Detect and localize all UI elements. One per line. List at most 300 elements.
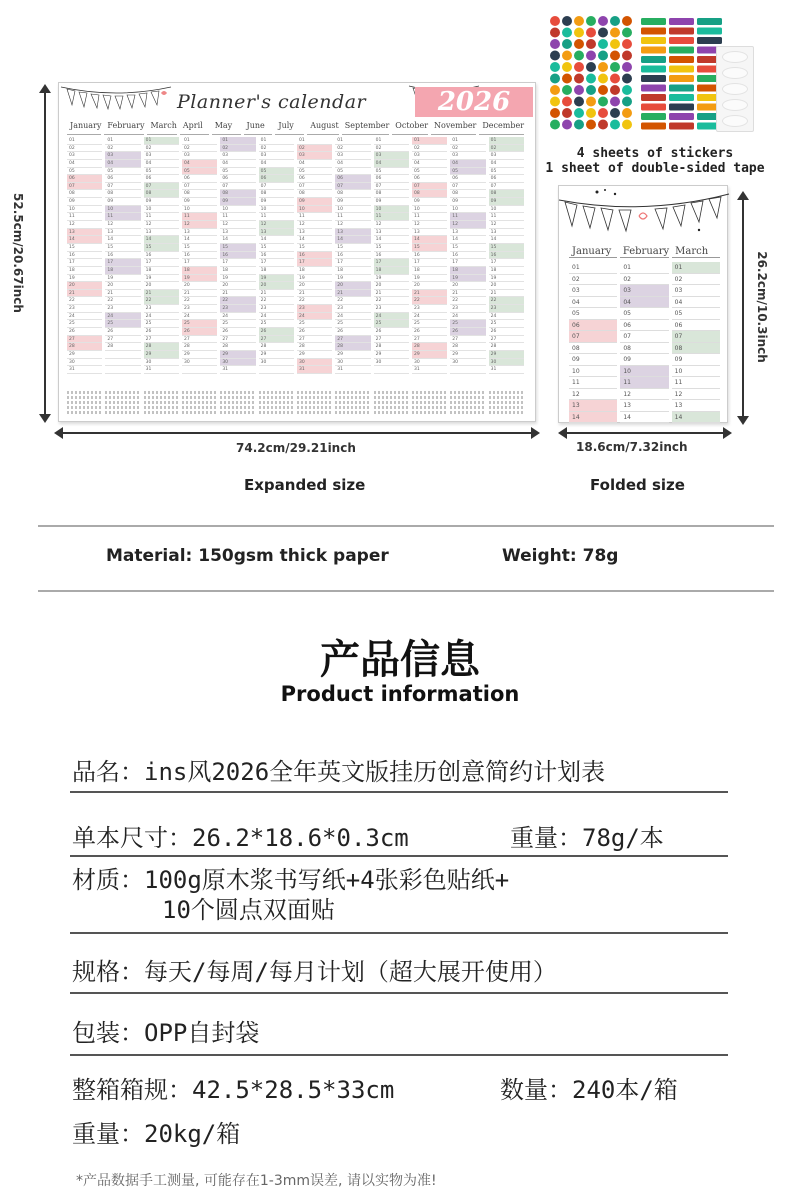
day-cell: 09 <box>67 198 102 206</box>
day-cell: 11 <box>489 213 524 221</box>
mini-calendar-row <box>489 391 524 394</box>
day-cell: 04 <box>182 160 217 168</box>
tape-dot <box>722 83 748 95</box>
day-cell: 25 <box>105 320 140 328</box>
day-cell: 07 <box>335 183 370 191</box>
label-sticker <box>641 47 666 54</box>
day-cell: 08 <box>672 343 720 355</box>
product-name: 品名：ins风2026全年英文版挂历创意简约计划表 <box>72 758 606 786</box>
day-cell: 12 <box>259 221 294 229</box>
material-label: Material: 150gsm thick paper <box>106 546 389 566</box>
day-cell: 23 <box>297 305 332 313</box>
day-cell: 17 <box>335 259 370 267</box>
month-column <box>672 262 720 423</box>
round-sticker <box>598 74 608 84</box>
day-cell: 10 <box>259 206 294 214</box>
day-cell: 29 <box>182 351 217 359</box>
product-material-line1: 材质：100g原木浆书写纸+4张彩色贴纸+ <box>72 866 510 894</box>
day-cell: 16 <box>297 252 332 260</box>
day-cell: 05 <box>105 168 140 176</box>
width-label-expanded: 74.2cm/29.21inch <box>236 441 356 455</box>
day-cell: 16 <box>450 252 485 260</box>
day-cell: 13 <box>105 229 140 237</box>
round-sticker <box>586 28 596 38</box>
month-header: January <box>569 246 617 258</box>
day-cell: 28 <box>374 343 409 351</box>
round-sticker <box>610 28 620 38</box>
round-sticker <box>574 28 584 38</box>
day-cell: 02 <box>569 274 617 286</box>
day-cell: 04 <box>489 160 524 168</box>
month-column <box>182 137 217 387</box>
day-cell: 21 <box>297 290 332 298</box>
day-cell: 26 <box>144 328 179 336</box>
day-cell: 15 <box>259 244 294 252</box>
mini-month-calendar <box>182 389 217 417</box>
day-cell: 14 <box>220 236 255 244</box>
day-cell: 29 <box>67 351 102 359</box>
day-cell: 25 <box>374 320 409 328</box>
day-cell: 25 <box>489 320 524 328</box>
month-column <box>569 262 617 423</box>
day-cell: 23 <box>182 305 217 313</box>
day-cell: 06 <box>672 320 720 332</box>
day-cell: 14 <box>374 236 409 244</box>
day-cell: 20 <box>335 282 370 290</box>
day-cell: 15 <box>144 244 179 252</box>
day-cell: 01 <box>450 137 485 145</box>
day-cell: 15 <box>412 244 447 252</box>
month-header: February <box>104 121 144 135</box>
day-cell: 10 <box>569 366 617 378</box>
product-packaging: 包装：OPP自封袋 <box>72 1019 260 1047</box>
product-material-line2: 10个圆点双面贴 <box>162 896 335 924</box>
round-sticker <box>550 51 560 61</box>
round-sticker <box>562 62 572 72</box>
round-sticker <box>598 16 608 26</box>
mini-calendar-row <box>182 406 217 409</box>
expanded-calendar-poster <box>58 82 536 422</box>
day-cell: 18 <box>335 267 370 275</box>
round-sticker <box>622 39 632 49</box>
day-cell: 18 <box>67 267 102 275</box>
height-label-folded: 26.2cm/10.3inch <box>754 251 769 363</box>
day-cell: 23 <box>412 305 447 313</box>
month-column <box>620 262 668 423</box>
day-cell: 03 <box>374 152 409 160</box>
day-cell: 11 <box>220 213 255 221</box>
mini-calendar-row <box>144 396 179 399</box>
height-arrow-line-small <box>742 196 744 420</box>
day-cell: 14 <box>489 236 524 244</box>
height-arrow-line <box>44 88 46 418</box>
expanded-size-caption: Expanded size <box>244 476 366 494</box>
day-cell: 13 <box>374 229 409 237</box>
day-cell: 06 <box>620 320 668 332</box>
day-cell: 29 <box>297 351 332 359</box>
day-cell: 26 <box>412 328 447 336</box>
day-cell: 01 <box>569 262 617 274</box>
day-cell: 10 <box>182 206 217 214</box>
day-cell: 26 <box>297 328 332 336</box>
mini-calendar-row <box>67 406 102 409</box>
day-cell: 23 <box>374 305 409 313</box>
day-cell: 13 <box>144 229 179 237</box>
day-cell <box>105 351 140 359</box>
day-cell <box>105 359 140 367</box>
day-cell: 19 <box>105 275 140 283</box>
day-cell: 10 <box>335 206 370 214</box>
width-arrow-line-small <box>562 432 728 434</box>
arrow-right-icon <box>723 427 732 439</box>
round-sticker <box>586 97 596 107</box>
day-cell: 08 <box>297 190 332 198</box>
round-sticker <box>562 74 572 84</box>
day-cell: 17 <box>144 259 179 267</box>
mini-calendar-row <box>450 396 485 399</box>
day-cell: 09 <box>374 198 409 206</box>
round-sticker <box>586 85 596 95</box>
mini-calendar-row <box>489 411 524 414</box>
day-cell: 03 <box>259 152 294 160</box>
day-cell: 30 <box>335 359 370 367</box>
day-cell: 29 <box>259 351 294 359</box>
day-cell: 28 <box>182 343 217 351</box>
day-cell <box>259 366 294 374</box>
day-cell: 18 <box>144 267 179 275</box>
day-cell: 04 <box>144 160 179 168</box>
round-sticker <box>562 85 572 95</box>
round-sticker <box>622 97 632 107</box>
day-cell: 21 <box>220 290 255 298</box>
height-label-expanded: 52.5cm/20.67inch <box>10 193 25 313</box>
day-cell: 24 <box>220 313 255 321</box>
day-cell: 09 <box>489 198 524 206</box>
day-cell: 17 <box>297 259 332 267</box>
day-cell: 25 <box>182 320 217 328</box>
month-column <box>412 137 447 387</box>
day-cell: 14 <box>412 236 447 244</box>
day-cell: 26 <box>67 328 102 336</box>
day-cell: 08 <box>67 190 102 198</box>
round-sticker <box>586 16 596 26</box>
day-cell: 19 <box>220 275 255 283</box>
day-cell: 30 <box>489 359 524 367</box>
width-label-folded: 18.6cm/7.32inch <box>576 440 688 454</box>
day-cell: 15 <box>105 244 140 252</box>
round-sticker <box>622 51 632 61</box>
folded-month-headers <box>569 246 723 258</box>
day-cell: 17 <box>412 259 447 267</box>
day-cell: 11 <box>67 213 102 221</box>
day-cell: 08 <box>489 190 524 198</box>
mini-calendar-row <box>450 391 485 394</box>
month-column <box>297 137 332 387</box>
label-sticker <box>641 56 666 63</box>
day-cell: 20 <box>220 282 255 290</box>
label-sticker <box>641 18 666 25</box>
tape-dot <box>722 67 748 79</box>
round-sticker <box>598 120 608 130</box>
day-cell: 26 <box>220 328 255 336</box>
day-cell: 09 <box>105 198 140 206</box>
day-cell: 09 <box>144 198 179 206</box>
day-cell: 30 <box>412 359 447 367</box>
day-cell: 22 <box>297 297 332 305</box>
round-sticker <box>574 62 584 72</box>
day-cell: 02 <box>450 145 485 153</box>
round-sticker <box>586 39 596 49</box>
day-cell: 10 <box>489 206 524 214</box>
round-sticker <box>562 97 572 107</box>
divider <box>38 525 774 527</box>
day-cell: 30 <box>259 359 294 367</box>
day-cell: 21 <box>182 290 217 298</box>
day-cell: 01 <box>620 262 668 274</box>
tape-dot <box>722 51 748 63</box>
label-sticker <box>641 37 666 44</box>
mini-calendar-row <box>297 406 332 409</box>
day-cell: 05 <box>374 168 409 176</box>
day-cell: 19 <box>67 275 102 283</box>
day-cell: 13 <box>672 400 720 412</box>
day-cell: 24 <box>182 313 217 321</box>
day-cell: 01 <box>335 137 370 145</box>
day-cell <box>450 366 485 374</box>
day-cell: 23 <box>220 305 255 313</box>
day-cell: 28 <box>67 343 102 351</box>
mini-calendar-row <box>489 406 524 409</box>
day-cell: 22 <box>412 297 447 305</box>
day-cell: 09 <box>297 198 332 206</box>
day-cell: 29 <box>374 351 409 359</box>
day-cell: 12 <box>105 221 140 229</box>
day-cell: 02 <box>105 145 140 153</box>
day-cell: 08 <box>105 190 140 198</box>
day-cell: 15 <box>220 244 255 252</box>
label-sticker <box>697 28 722 35</box>
day-cell: 28 <box>297 343 332 351</box>
day-cell: 12 <box>489 221 524 229</box>
day-cell: 13 <box>569 400 617 412</box>
day-cell: 14 <box>569 412 617 424</box>
day-cell: 07 <box>672 331 720 343</box>
day-cell: 10 <box>67 206 102 214</box>
day-cell <box>105 366 140 374</box>
day-cell: 12 <box>182 221 217 229</box>
day-cell: 07 <box>105 183 140 191</box>
day-cell: 05 <box>412 168 447 176</box>
round-sticker <box>610 62 620 72</box>
day-cell: 12 <box>672 389 720 401</box>
round-sticker <box>574 74 584 84</box>
day-cell: 19 <box>450 275 485 283</box>
divider <box>70 992 728 994</box>
day-cell: 13 <box>259 229 294 237</box>
day-cell: 08 <box>335 190 370 198</box>
day-cell: 08 <box>144 190 179 198</box>
label-sticker <box>669 47 694 54</box>
mini-calendar-row <box>144 406 179 409</box>
day-cell: 11 <box>569 377 617 389</box>
product-spec: 规格：每天/每周/每月计划（超大展开使用） <box>72 958 557 986</box>
day-cell: 03 <box>450 152 485 160</box>
day-cell: 08 <box>374 190 409 198</box>
day-cell: 12 <box>620 389 668 401</box>
day-cell: 21 <box>67 290 102 298</box>
day-cell: 01 <box>182 137 217 145</box>
day-cell: 25 <box>144 320 179 328</box>
day-cell: 09 <box>259 198 294 206</box>
divider <box>70 1054 728 1056</box>
day-cell: 14 <box>672 412 720 424</box>
day-cell: 25 <box>67 320 102 328</box>
day-cell: 12 <box>374 221 409 229</box>
day-cell: 22 <box>374 297 409 305</box>
bunting-left-decoration <box>61 83 171 113</box>
mini-month-calendar <box>67 389 102 417</box>
mini-calendar-row <box>335 401 370 404</box>
day-cell: 07 <box>489 183 524 191</box>
day-cell: 22 <box>335 297 370 305</box>
mini-calendar-row <box>182 411 217 414</box>
day-cell: 14 <box>67 236 102 244</box>
day-cell: 28 <box>489 343 524 351</box>
day-cell: 25 <box>297 320 332 328</box>
day-cell: 20 <box>374 282 409 290</box>
day-cell: 19 <box>489 275 524 283</box>
mini-calendar-row <box>297 411 332 414</box>
day-cell: 01 <box>297 137 332 145</box>
month-header: May <box>212 121 241 135</box>
day-cell: 26 <box>105 328 140 336</box>
day-cell: 28 <box>450 343 485 351</box>
month-header: February <box>620 246 669 258</box>
day-cell: 07 <box>220 183 255 191</box>
day-cell: 12 <box>450 221 485 229</box>
day-cell: 12 <box>335 221 370 229</box>
round-sticker <box>622 74 632 84</box>
month-column <box>335 137 370 387</box>
label-sticker <box>641 104 666 111</box>
mini-calendar-row <box>450 401 485 404</box>
month-column <box>144 137 179 387</box>
day-cell: 31 <box>144 366 179 374</box>
round-sticker <box>610 97 620 107</box>
day-cell: 03 <box>67 152 102 160</box>
sticker-sheets <box>549 15 703 133</box>
day-cell: 28 <box>144 343 179 351</box>
round-sticker <box>562 39 572 49</box>
round-sticker <box>598 108 608 118</box>
day-cell: 08 <box>569 343 617 355</box>
mini-calendar-row <box>144 411 179 414</box>
day-cell: 05 <box>259 168 294 176</box>
day-cell: 11 <box>450 213 485 221</box>
round-sticker <box>610 16 620 26</box>
day-cell: 06 <box>374 175 409 183</box>
mini-calendar-row <box>450 411 485 414</box>
day-cell: 04 <box>67 160 102 168</box>
day-cell: 13 <box>67 229 102 237</box>
day-cell: 08 <box>620 343 668 355</box>
label-sticker <box>669 18 694 25</box>
day-cell: 13 <box>489 229 524 237</box>
round-sticker <box>598 85 608 95</box>
day-cell: 01 <box>144 137 179 145</box>
day-cell: 05 <box>220 168 255 176</box>
round-sticker <box>574 16 584 26</box>
day-cell: 02 <box>182 145 217 153</box>
day-cell: 23 <box>67 305 102 313</box>
day-cell: 11 <box>182 213 217 221</box>
month-header: June <box>244 121 273 135</box>
day-cell: 26 <box>259 328 294 336</box>
label-sticker <box>669 123 694 130</box>
round-sticker <box>550 74 560 84</box>
day-cell: 02 <box>144 145 179 153</box>
day-cell: 10 <box>105 206 140 214</box>
day-cell: 05 <box>335 168 370 176</box>
day-cell: 16 <box>259 252 294 260</box>
mini-calendar-row <box>374 391 409 394</box>
round-sticker <box>586 74 596 84</box>
day-grid <box>67 137 527 387</box>
day-cell: 23 <box>105 305 140 313</box>
day-cell: 31 <box>297 366 332 374</box>
day-cell: 25 <box>412 320 447 328</box>
day-cell: 12 <box>412 221 447 229</box>
day-cell: 09 <box>620 354 668 366</box>
day-cell: 09 <box>672 354 720 366</box>
day-cell: 23 <box>144 305 179 313</box>
day-cell: 06 <box>182 175 217 183</box>
mini-month-calendar <box>220 389 255 417</box>
mini-calendar-row <box>144 401 179 404</box>
label-sticker <box>697 37 722 44</box>
round-sticker <box>586 51 596 61</box>
round-sticker <box>550 120 560 130</box>
month-column <box>220 137 255 387</box>
day-cell: 23 <box>450 305 485 313</box>
mini-calendar-row <box>105 411 140 414</box>
round-sticker <box>622 28 632 38</box>
arrow-up-icon <box>737 191 749 200</box>
day-cell: 27 <box>489 336 524 344</box>
day-cell: 01 <box>259 137 294 145</box>
mini-calendar-row <box>182 401 217 404</box>
mini-calendar-row <box>489 396 524 399</box>
day-cell: 06 <box>335 175 370 183</box>
label-sticker <box>641 85 666 92</box>
day-cell: 17 <box>259 259 294 267</box>
day-cell: 31 <box>335 366 370 374</box>
day-cell: 24 <box>67 313 102 321</box>
day-cell: 16 <box>220 252 255 260</box>
day-cell: 13 <box>220 229 255 237</box>
day-cell: 18 <box>450 267 485 275</box>
mini-calendar-row <box>450 406 485 409</box>
day-cell: 14 <box>335 236 370 244</box>
round-sticker <box>574 51 584 61</box>
round-sticker <box>562 108 572 118</box>
day-cell: 26 <box>335 328 370 336</box>
day-cell: 20 <box>67 282 102 290</box>
month-header: September <box>342 121 390 135</box>
round-sticker <box>574 108 584 118</box>
stickers-caption-line1: 4 sheets of stickers <box>576 146 734 161</box>
stickers-caption-line2: 1 sheet of double-sided tape <box>545 161 765 176</box>
